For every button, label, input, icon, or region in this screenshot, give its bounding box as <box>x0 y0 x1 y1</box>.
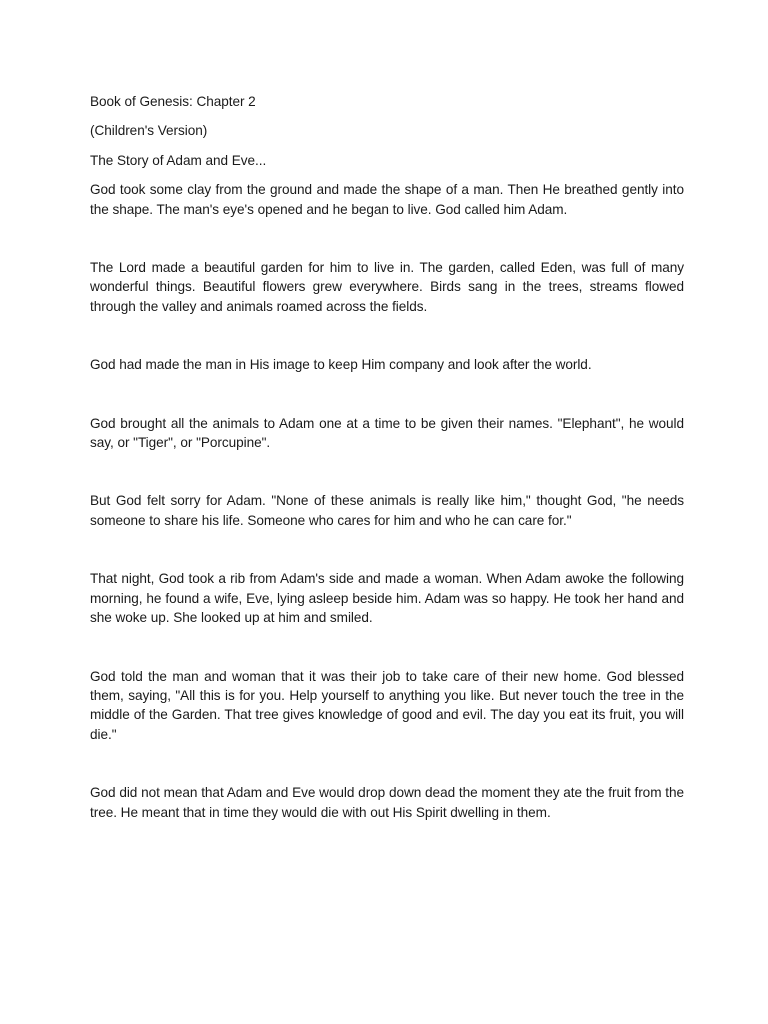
document-title: Book of Genesis: Chapter 2 <box>90 94 256 109</box>
paragraph: God had made the man in His image to keep Him company and look after the world. <box>90 357 592 373</box>
paragraph: God brought all the animals to Adam one at a time to be given their names. "Elephant", he would say, or "Tiger", or "Porcupine". <box>90 415 684 451</box>
paragraph: God did not mean that Adam and Eve would drop down dead the moment they ate the fruit from the tree. He meant that in time they would die with out His Spirit dwelling in them. <box>90 785 684 820</box>
paragraph: But God felt sorry for Adam. "None of these animals is really like him," thought God, "he needs someone to share his life. Someone who cares for him and who he can care for." <box>90 493 684 528</box>
paragraph: That night, God took a rib from Adam's side and made a woman. When Adam awoke the following morning, he found a wife, Eve, lying asleep beside him. Adam was so happy. He took her hand and she woke up. She looked up at him and smiled. <box>90 571 684 626</box>
paragraph: The Lord made a beautiful garden for him to live in. The garden, called Eden, was full of many wonderful things. Beautiful flowers grew everywhere. Birds sang in the trees, streams flowed through the valley and animals roamed across the fields. <box>90 260 684 314</box>
document-body <box>90 92 684 861</box>
paragraph: God told the man and woman that it was their job to take care of their new home. God blessed them, saying, "All this is for you. Help yourself to anything you like. But never touch the tree in the middle of the Garden. That tree gives knowledge of good and evil. The day you eat its fruit, you will die." <box>90 668 684 742</box>
story-title: The Story of Adam and Eve... <box>90 152 267 168</box>
paragraph: God took some clay from the ground and made the shape of a man. Then He breathed gently into the shape. The man's eye's opened and he began to live. God called him Adam. <box>90 182 684 217</box>
document-subtitle: (Children's Version) <box>90 123 208 139</box>
